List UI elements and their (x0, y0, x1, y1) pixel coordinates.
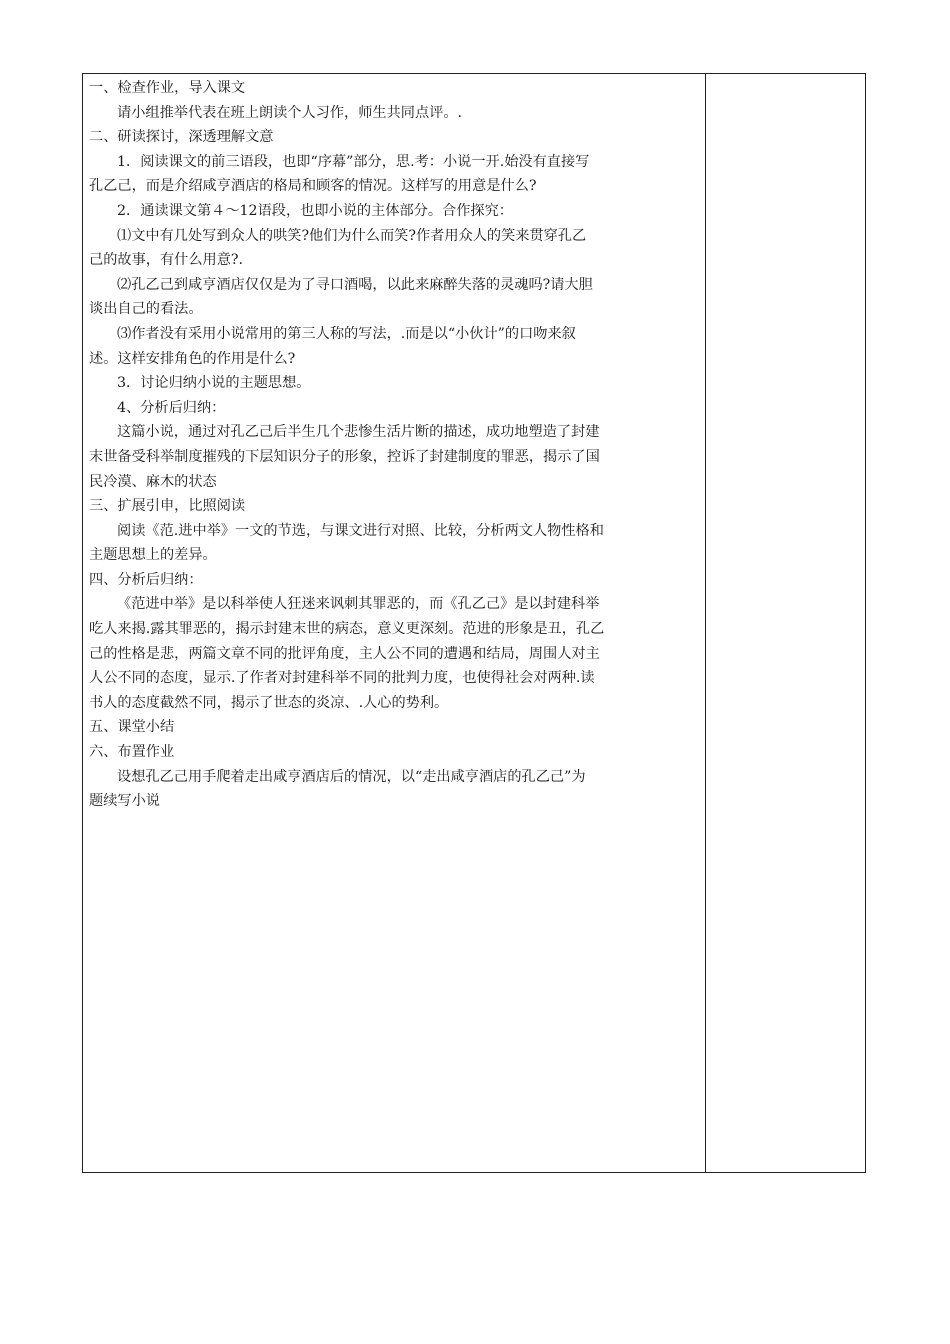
notes-cell (706, 74, 865, 1172)
text-line: 这篇小说，通过对孔乙己后半生几个悲惨生活片断的描述，成功地塑造了封建 (117, 424, 600, 441)
text-line: 三、扩展引申，比照阅读 (89, 498, 246, 515)
text-line: 4、分析后归纳： (117, 399, 226, 416)
text-line: 述。这样安排角色的作用是什么? (89, 350, 296, 367)
text-line: 人公不同的态度，显示.了作者对封建科举不同的批判力度，也使得社会对两种.读 (89, 670, 595, 687)
text-line: 书人的态度截然不同，揭示了世态的炎凉、.人心的势利。 (89, 694, 449, 711)
text-line: 阅读《范.进中举》一文的节选，与课文进行对照、比较，分析两文人物性格和 (117, 522, 604, 539)
text-line: 孔乙己，而是介绍咸亨酒店的格局和顾客的情况。这样写的用意是什么? (89, 178, 537, 195)
text-line: 六、布置作业 (89, 744, 175, 761)
text-line: ⑴文中有几处写到众人的哄笑?他们为什么而笑?作者用众人的笑来贯穿孔乙 (117, 227, 587, 244)
text-line: 设想孔乙己用手爬着走出咸亨酒店后的情况，以“走出咸亨酒店的孔乙己”为 (117, 768, 586, 785)
text-line: 五、课堂小结 (89, 719, 175, 736)
text-line: 民冷漠、麻木的状态 (89, 473, 217, 490)
text-line: 己的性格是悲，两篇文章不同的批评角度，主人公不同的遭遇和结局，周围人对主 (89, 645, 600, 662)
text-line: 谈出自己的看法。 (89, 301, 203, 318)
text-line: 吃人来揭.露其罪恶的，揭示封建末世的病态，意义更深刻。范进的形象是丑，孔乙 (89, 621, 605, 638)
text-line: 末世备受科举制度摧残的下层知识分子的形象，控诉了封建制度的罪恶，揭示了国 (89, 448, 600, 465)
text-line: 四、分析后归纳： (89, 571, 203, 588)
lesson-content-cell (83, 74, 706, 1172)
text-line: 3．讨论归纳小说的主题思想。 (117, 375, 311, 392)
text-line: 请小组推举代表在班上朗读个人习作，师生共同点评。. (117, 104, 463, 121)
text-line: ⑶作者没有采用小说常用的第三人称的写法，.而是以“小伙计”的口吻来叙 (117, 325, 576, 342)
text-line: ⑵孔乙己到咸亨酒店仅仅是为了寻口酒喝，以此来麻醉失落的灵魂吗?请大胆 (117, 276, 593, 293)
text-line: 己的故事，有什么用意?. (89, 252, 243, 269)
text-line: 主题思想上的差异。 (89, 547, 217, 564)
lesson-table (82, 73, 866, 1173)
text-line: 二、研读探讨，深透理解文意 (89, 129, 274, 146)
text-line: 2．通读课文第４～12语段，也即小说的主体部分。合作探究： (117, 202, 513, 219)
text-line: 1．阅读课文的前三语段，也即“序幕”部分，思.考：小说一开.始没有直接写 (117, 153, 590, 170)
text-line: 《范进中举》是以科举使人狂迷来讽刺其罪恶的，而《孔乙己》是以封建科举 (117, 596, 600, 613)
text-line: 题续写小说 (89, 793, 160, 810)
text-line: 一、检查作业，导入课文 (89, 80, 246, 96)
